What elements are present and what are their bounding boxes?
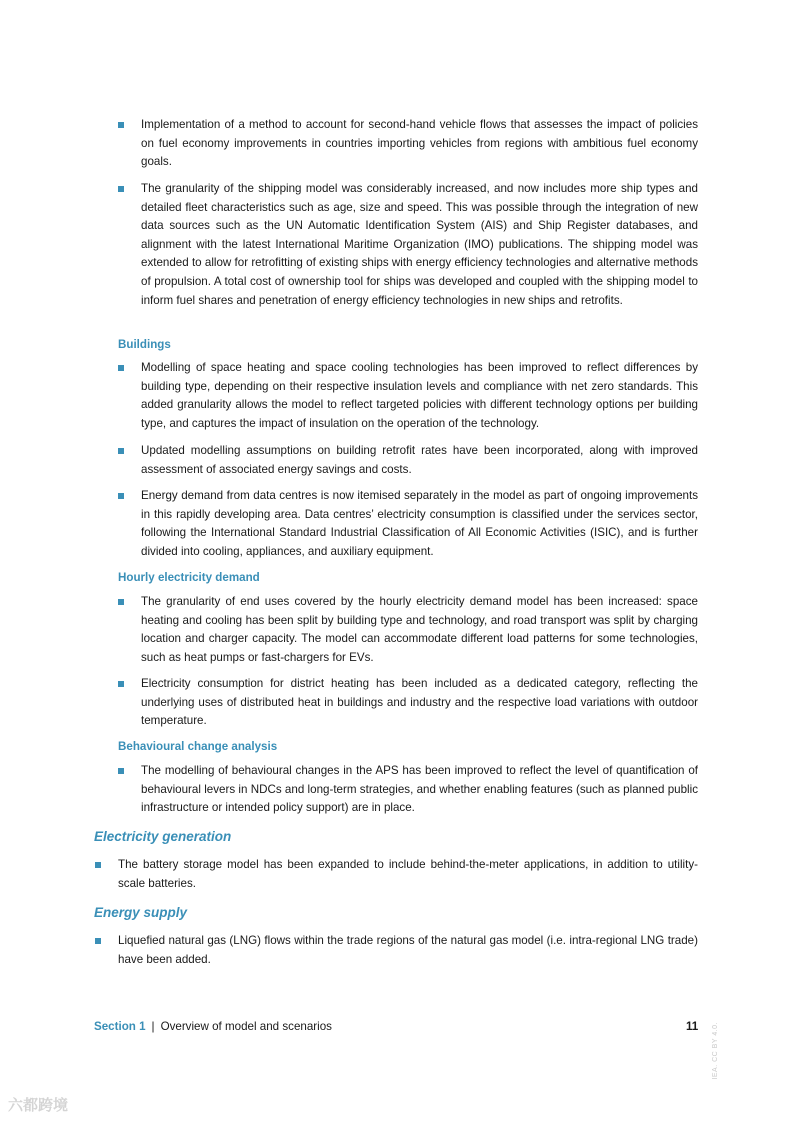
bullet-marker — [118, 493, 124, 499]
bullet-marker — [95, 862, 101, 868]
bullet-text: Implementation of a method to account for second-hand vehicle flows that assesses the impact of policies on fuel economy improvements in countries importing vehicles from regions with ambitious fuel economy goals. — [141, 118, 698, 169]
bullet-marker — [118, 448, 124, 454]
subheading-hourly-electricity-demand: Hourly electricity demand — [118, 571, 260, 584]
bullet-text: The granularity of end uses covered by the hourly electricity demand model has been increased: space heating and cooling has been split by building type and technology, and road transport was split by charging location and charger capacity. The model can accommodate different load patterns for some technologies, such as heat pumps or fast-chargers for EVs. — [141, 595, 698, 664]
bullet-text: Liquefied natural gas (LNG) flows within the trade regions of the natural gas model (i.e. intra-regional LNG trade) have been added. — [118, 934, 698, 966]
bullet-marker — [118, 122, 124, 128]
footer-separator: | — [151, 1020, 155, 1033]
section-heading-energy-supply: Energy supply — [94, 905, 188, 920]
page-footer — [94, 1020, 332, 1033]
bullet-marker — [95, 938, 101, 944]
subheading-buildings: Buildings — [118, 338, 171, 351]
bullet-text: Modelling of space heating and space cooling technologies has been improved to reflect differences by building type, depending on their respective insulation levels and compliance with net zero standards. This added granularity allows the model to reflect targeted policies with different technology options per building type, and captures the impact of insulation on the operation of the technology. — [141, 361, 698, 430]
footer-section-label: Section 1 — [94, 1020, 146, 1033]
page-number: 11 — [686, 1020, 699, 1033]
bullet-marker — [118, 599, 124, 605]
bullet-marker — [118, 768, 124, 774]
bullet-marker — [118, 681, 124, 687]
bullet-marker — [118, 186, 124, 192]
bullet-text: The granularity of the shipping model was considerably increased, and now includes more ship types and detailed fleet characteristics such as age, size and speed. This was possible through the integration of new data sources such as the UN Automatic Identification System (AIS) and Ship Register databases, and alignment with the latest International Maritime Organization (IMO) publications. The shipping model was extended to allow for retrofitting of existing ships with energy efficiency technologies and alternative methods of propulsion. A total cost of ownership tool for ships was developed and coupled with the shipping model to inform fuel shares and penetration of energy efficiency technologies in new ships and retrofits. — [141, 182, 698, 307]
bullet-text: The battery storage model has been expanded to include behind-the-meter applications, in addition to utility-scale batteries. — [118, 858, 698, 890]
watermark: 六都跨境 — [8, 1097, 69, 1114]
bullet-text: Updated modelling assumptions on building retrofit rates have been incorporated, along with improved assessment of associated energy savings and costs. — [141, 444, 698, 476]
bullet-marker — [118, 365, 124, 371]
bullet-text: Energy demand from data centres is now itemised separately in the model as part of ongoing improvements in this rapidly developing area. Data centres’ electricity consumption is classified under the services sector, following the International Standard Industrial Classification of All Economic Activities (ISIC), and is further divided into cooling, appliances, and auxiliary equipment. — [141, 489, 698, 558]
license-note: IEA. CC BY 4.0. — [712, 1022, 719, 1080]
subheading-behavioural-change: Behavioural change analysis — [118, 740, 278, 753]
bullet-text: The modelling of behavioural changes in the APS has been improved to reflect the level of quantification of behavioural levers in NDCs and long-term strategies, and whether enabling features (such as planned public infrastructure or intended policy support) are in place. — [141, 764, 698, 815]
bullet-text: Electricity consumption for district heating has been included as a dedicated category, reflecting the underlying uses of distributed heat in buildings and industry and the respective load variations with outdoor temperature. — [141, 677, 698, 728]
footer-section-title: Overview of model and scenarios — [160, 1020, 332, 1033]
section-heading-electricity-generation: Electricity generation — [94, 829, 232, 844]
